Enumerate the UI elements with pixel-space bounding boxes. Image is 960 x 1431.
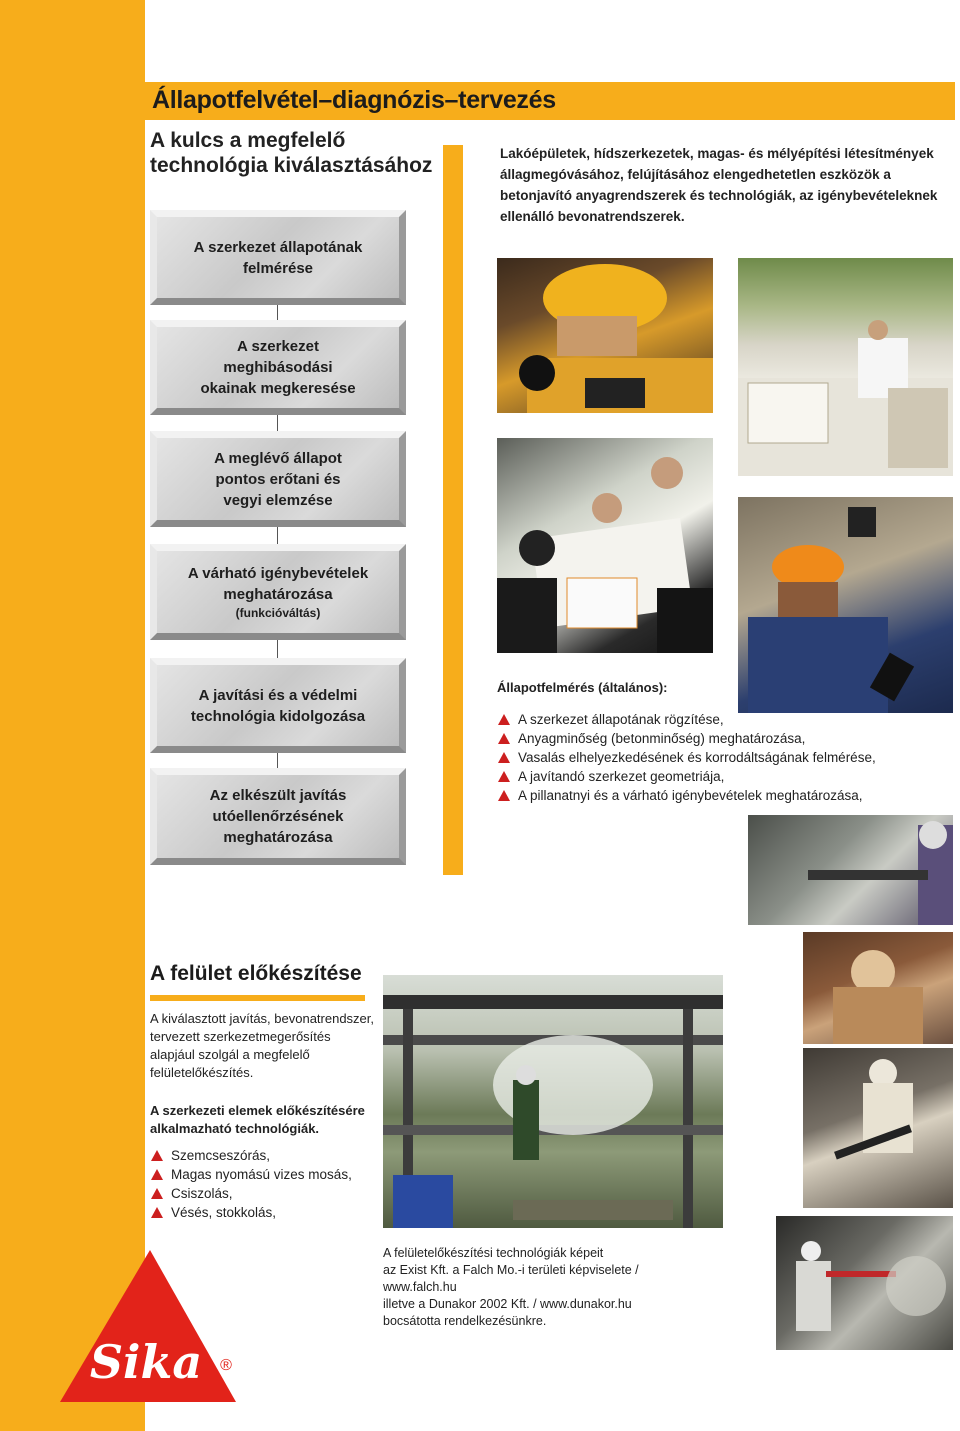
step-connector bbox=[277, 753, 278, 768]
list-item-text: A javítandó szerkezet geometriája, bbox=[518, 769, 725, 784]
list-item bbox=[497, 729, 947, 748]
list-item-text: Vésés, stokkolás, bbox=[171, 1205, 277, 1220]
triangle-bullet-icon bbox=[498, 714, 510, 725]
list-item-text: Szemcseszórás, bbox=[171, 1148, 271, 1163]
triangle-bullet-icon bbox=[151, 1150, 163, 1161]
step-label: A szerkezet meghibásodási okainak megkeresése bbox=[200, 338, 356, 397]
photo-credit-caption bbox=[383, 1245, 683, 1330]
step-box bbox=[150, 320, 406, 415]
triangle-bullet-icon bbox=[498, 790, 510, 801]
page-title: Állapotfelvétel–diagnózis–tervezés bbox=[152, 86, 556, 114]
step-connector bbox=[277, 527, 278, 544]
photo-bridge-blasting bbox=[383, 975, 723, 1228]
list-item bbox=[497, 748, 947, 767]
photo-laboratory bbox=[738, 258, 953, 476]
divider-stripe bbox=[443, 145, 463, 875]
surface-list-heading: A szerkezeti elemek előkészítésére alkalmazható technológiák. bbox=[150, 1103, 365, 1136]
intro-text: Lakóépületek, hídszerkezetek, magas- és mélyépítési létesítmények állagmegóvásához, felújításához elengedhetetlen eszközök a betonjavító anyagrendszerek és technológiák, az igénybevételeknek ellenálló bevonatrendszerek. bbox=[500, 146, 938, 224]
assessment-list bbox=[497, 710, 947, 805]
step-box bbox=[150, 768, 406, 865]
list-item-text: Csiszolás, bbox=[171, 1186, 233, 1201]
step-box bbox=[150, 431, 406, 527]
triangle-bullet-icon bbox=[498, 752, 510, 763]
step-note: (funkcióváltás) bbox=[235, 605, 321, 620]
section-underline bbox=[150, 995, 365, 1001]
triangle-bullet-icon bbox=[151, 1169, 163, 1180]
step-label: A meglévő állapot pontos erőtani és vegyi elemzése bbox=[214, 449, 342, 509]
registered-mark: ® bbox=[220, 1357, 232, 1374]
photo-grinding-worker bbox=[803, 1048, 953, 1208]
caption-line: bocsátotta rendelkezésünkre. bbox=[383, 1314, 547, 1328]
surface-list bbox=[150, 1146, 380, 1222]
list-item bbox=[150, 1184, 380, 1203]
step-connector bbox=[277, 640, 278, 658]
step-label: Az elkészült javítás utóellenőrzésének meghatározása bbox=[209, 787, 347, 846]
triangle-bullet-icon bbox=[498, 771, 510, 782]
sika-logo bbox=[58, 1250, 243, 1410]
list-item bbox=[150, 1165, 380, 1184]
section-title-surface: A felület előkészítése bbox=[150, 962, 362, 985]
sidebar-band bbox=[0, 0, 145, 1431]
triangle-bullet-icon bbox=[151, 1188, 163, 1199]
list-item bbox=[497, 786, 947, 805]
caption-line: A felületelőkészítési technológiák képeit bbox=[383, 1246, 604, 1260]
step-box bbox=[150, 544, 406, 640]
photo-water-blasting bbox=[748, 815, 953, 925]
list-item bbox=[150, 1203, 380, 1222]
step-label: A várható igénybevételek meghatározása bbox=[187, 564, 369, 603]
list-item bbox=[497, 767, 947, 786]
step-connector bbox=[277, 415, 278, 431]
step-box bbox=[150, 658, 406, 753]
surface-body-text: A kiválasztott javítás, bevonatrendszer, tervezett szerkezetmegerősítés alapjául szolgál a megfelelő felületelőkészítés. bbox=[150, 1011, 375, 1080]
list-item bbox=[150, 1146, 380, 1165]
photo-inspector-hardhat bbox=[497, 258, 713, 413]
list-item bbox=[497, 710, 947, 729]
caption-line: illetve a Dunakor 2002 Kft. / www.dunakor.hu bbox=[383, 1297, 632, 1311]
photo-inspector-measuring bbox=[738, 497, 953, 713]
list-item-text: Anyagminőség (betonminőség) meghatározása, bbox=[518, 731, 806, 746]
list-item-text: A szerkezet állapotának rögzítése, bbox=[518, 712, 724, 727]
step-label: A javítási és a védelmi technológia kidolgozása bbox=[190, 686, 366, 725]
list-item-text: Vasalás elhelyezkedésének és korrodáltságának felmérése, bbox=[518, 750, 876, 765]
triangle-bullet-icon bbox=[498, 733, 510, 744]
step-box bbox=[150, 210, 406, 305]
photo-sandblasting-worker bbox=[803, 932, 953, 1044]
step-connector bbox=[277, 305, 278, 320]
caption-line: www.falch.hu bbox=[383, 1280, 457, 1294]
list-item-text: Magas nyomású vizes mosás, bbox=[171, 1167, 352, 1182]
logo-wordmark: Sika bbox=[89, 1335, 203, 1389]
photo-hydrodemolition bbox=[776, 1216, 953, 1350]
step-label: A szerkezet állapotának felmérése bbox=[193, 238, 363, 277]
list-item-text: A pillanatnyi és a várható igénybevételek meghatározása, bbox=[518, 788, 863, 803]
triangle-bullet-icon bbox=[151, 1207, 163, 1218]
caption-line: az Exist Kft. a Falch Mo.-i területi képviselete / bbox=[383, 1263, 639, 1277]
page-subtitle: A kulcs a megfelelő technológia kiválasztásához bbox=[150, 129, 433, 177]
assessment-heading: Állapotfelmérés (általános): bbox=[497, 680, 668, 695]
photo-engineers-plans bbox=[497, 438, 713, 653]
